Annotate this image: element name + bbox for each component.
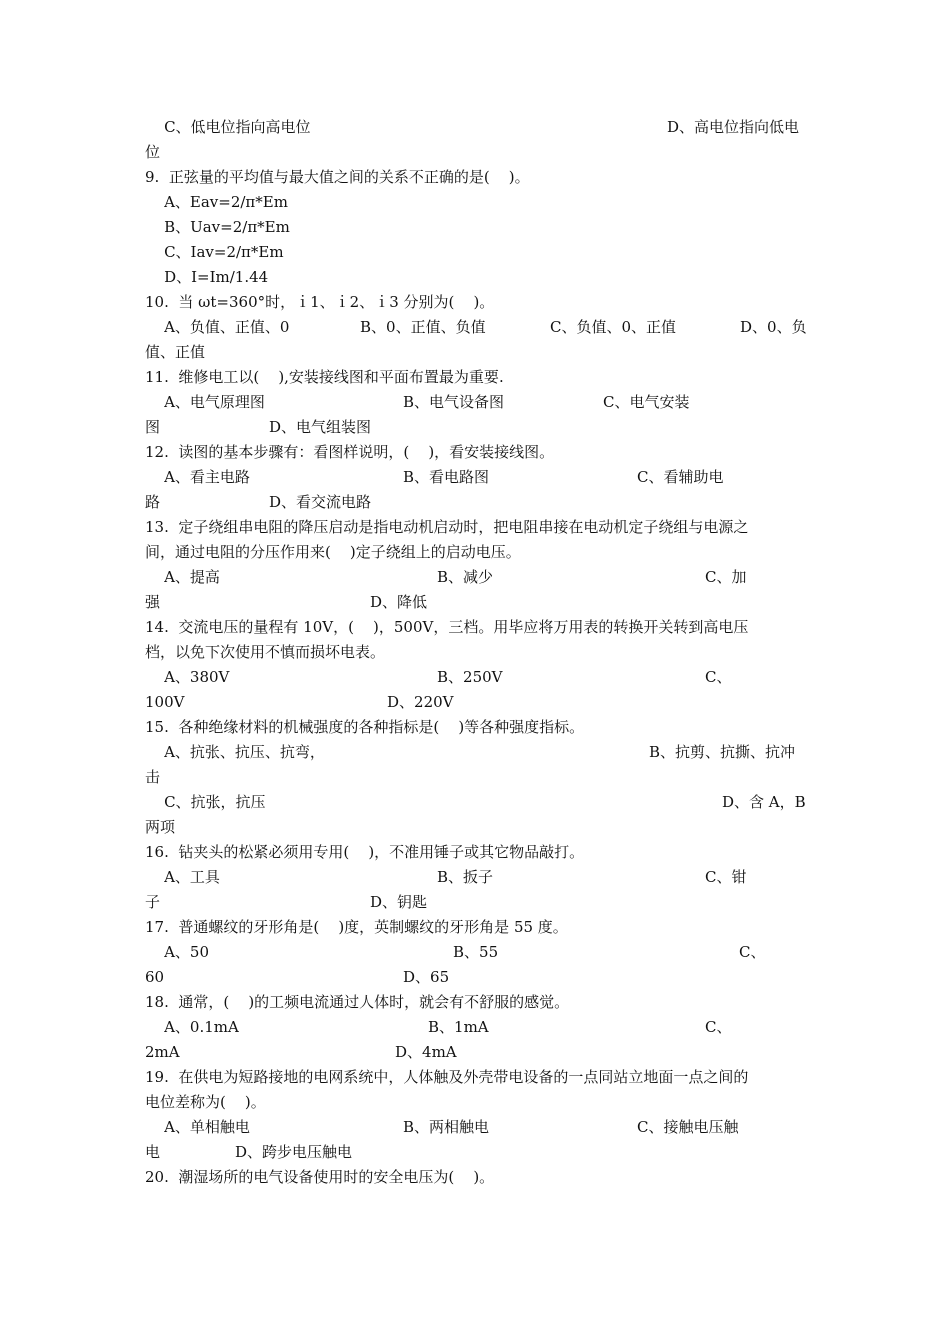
question-text: 9. 正弦量的平均值与最大值之间的关系不正确的是( )。 <box>145 168 530 186</box>
option-c: C、 <box>739 943 766 961</box>
option-a: A、提高 <box>145 568 220 586</box>
option-b: B、看电路图 <box>403 468 490 486</box>
question-text: 19. 在供电为短路接地的电网系统中，人体触及外壳带电设备的一点同站立地面一点之间的 <box>145 1068 749 1086</box>
option-c: C、负值、0、正值 <box>550 318 677 336</box>
option-d: D、跨步电压触电 <box>235 1143 353 1161</box>
option-a: A、工具 <box>145 868 220 886</box>
question-text: 11. 维修电工以( ),安装接线图和平面布置最为重要. <box>145 368 504 386</box>
option-b: B、0、正值、负值 <box>360 318 486 336</box>
option-c: C、 <box>705 668 732 686</box>
option-a: A、50 <box>145 943 209 961</box>
option-d: D、钥匙 <box>370 893 428 911</box>
options-line <box>145 865 810 890</box>
option-c: C、电气安装 <box>603 393 690 411</box>
question-9 <box>145 165 810 190</box>
text-line <box>145 765 810 790</box>
question-13 <box>145 515 810 540</box>
question-text: 档，以免下次使用不慎而损坏电表。 <box>145 643 386 661</box>
option-b: B、55 <box>453 943 499 961</box>
options-line <box>145 315 810 340</box>
text-line <box>145 140 810 165</box>
option-text: C、Iav=2/π*Em <box>145 243 284 261</box>
option-d: D、4mA <box>395 1043 457 1061</box>
question-10 <box>145 290 810 315</box>
line-text: 位 <box>145 143 161 161</box>
option-d <box>145 265 810 290</box>
option-a: A、看主电路 <box>145 468 250 486</box>
option-text: A、Eav=2/π*Em <box>145 193 288 211</box>
option-b: B、电气设备图 <box>403 393 505 411</box>
options-line <box>145 1040 810 1065</box>
option-a: A、单相触电 <box>145 1118 250 1136</box>
question-text: 12. 读图的基本步骤有：看图样说明，( )，看安装接线图。 <box>145 443 555 461</box>
option-b: B、扳子 <box>437 868 494 886</box>
option-d: D、65 <box>403 968 450 986</box>
text-line <box>145 540 810 565</box>
option-d: D、220V <box>387 693 454 711</box>
option-d: D、电气组装图 <box>269 418 372 436</box>
question-19 <box>145 1065 810 1090</box>
text-line <box>145 1090 810 1115</box>
question-20 <box>145 1165 810 1190</box>
option-c: C、钳 <box>705 868 747 886</box>
options-line <box>145 965 810 990</box>
option-a <box>145 190 810 215</box>
line-text: 子 <box>145 893 161 911</box>
option-c: C、抗张，抗压 <box>145 793 266 811</box>
option-b: B、两相触电 <box>403 1118 490 1136</box>
line-text: 强 <box>145 593 161 611</box>
option-d: D、看交流电路 <box>269 493 372 511</box>
options-line <box>145 590 810 615</box>
options-line <box>145 465 810 490</box>
option-d: D、降低 <box>370 593 428 611</box>
text-line <box>145 115 810 140</box>
options-line <box>145 490 810 515</box>
line-text: 路 <box>145 493 161 511</box>
question-text: 间，通过电阻的分压作用来( )定子绕组上的启动电压。 <box>145 543 521 561</box>
option-c: C、看辅助电 <box>637 468 724 486</box>
question-18 <box>145 990 810 1015</box>
question-16 <box>145 840 810 865</box>
option-text: D、I=Im/1.44 <box>145 268 269 286</box>
options-line <box>145 740 810 765</box>
line-text: 60 <box>145 968 165 986</box>
question-text: 17. 普通螺纹的牙形角是( )度，英制螺纹的牙形角是 55 度。 <box>145 918 568 936</box>
question-text: 16. 钻夹头的松紧必须用专用( )，不准用锤子或其它物品敲打。 <box>145 843 585 861</box>
options-line <box>145 665 810 690</box>
line-text: 图 <box>145 418 161 436</box>
question-text: 10. 当 ωt=360°时，ｉ1、ｉ2、ｉ3 分别为( )。 <box>145 293 495 311</box>
line-text: 值、正值 <box>145 343 206 361</box>
option-b: B、减少 <box>437 568 494 586</box>
line-text: 两项 <box>145 818 176 836</box>
question-14 <box>145 615 810 640</box>
option-b: B、抗剪、抗撕、抗冲 <box>649 743 796 761</box>
text-line <box>145 340 810 365</box>
option-b <box>145 215 810 240</box>
options-line <box>145 390 810 415</box>
question-12 <box>145 440 810 465</box>
option-d: D、0、负 <box>740 318 807 336</box>
options-line <box>145 1015 810 1040</box>
question-15 <box>145 715 810 740</box>
line-text: 100V <box>145 693 185 711</box>
line-text: 2mA <box>145 1043 180 1061</box>
question-text: 14. 交流电压的量程有 10V，( )，500V，三档。用毕应将万用表的转换开关转到高电压 <box>145 618 749 636</box>
text-line <box>145 815 810 840</box>
option-d: D、含 A，B <box>722 793 806 811</box>
option-c <box>145 240 810 265</box>
question-text: 20. 潮湿场所的电气设备使用时的安全电压为( )。 <box>145 1168 495 1186</box>
option-a: A、抗张、抗压、抗弯， <box>145 743 325 761</box>
question-text: 15. 各种绝缘材料的机械强度的各种指标是( )等各种强度指标。 <box>145 718 585 736</box>
options-line <box>145 1115 810 1140</box>
option-c: C、低电位指向高电位 <box>145 118 311 136</box>
option-a: A、电气原理图 <box>145 393 265 411</box>
question-17 <box>145 915 810 940</box>
options-line <box>145 790 810 815</box>
option-a: A、380V <box>145 668 230 686</box>
option-b: B、250V <box>437 668 503 686</box>
options-line <box>145 565 810 590</box>
options-line <box>145 890 810 915</box>
options-line <box>145 690 810 715</box>
line-text: 击 <box>145 768 161 786</box>
options-line <box>145 940 810 965</box>
question-text: 13. 定子绕组串电阻的降压启动是指电动机启动时，把电阻串接在电动机定子绕组与电源之 <box>145 518 749 536</box>
option-b: B、1mA <box>428 1018 489 1036</box>
question-text: 电位差称为( )。 <box>145 1093 266 1111</box>
option-c: C、接触电压触 <box>637 1118 739 1136</box>
option-c: C、加 <box>705 568 747 586</box>
text-line <box>145 640 810 665</box>
option-a: A、负值、正值、0 <box>145 318 290 336</box>
question-11 <box>145 365 810 390</box>
option-d: D、高电位指向低电 <box>667 118 800 136</box>
options-line <box>145 415 810 440</box>
options-line <box>145 1140 810 1165</box>
option-text: B、Uav=2/π*Em <box>145 218 290 236</box>
question-text: 18. 通常，( )的工频电流通过人体时，就会有不舒服的感觉。 <box>145 993 570 1011</box>
option-a: A、0.1mA <box>145 1018 239 1036</box>
option-c: C、 <box>705 1018 732 1036</box>
line-text: 电 <box>145 1143 161 1161</box>
